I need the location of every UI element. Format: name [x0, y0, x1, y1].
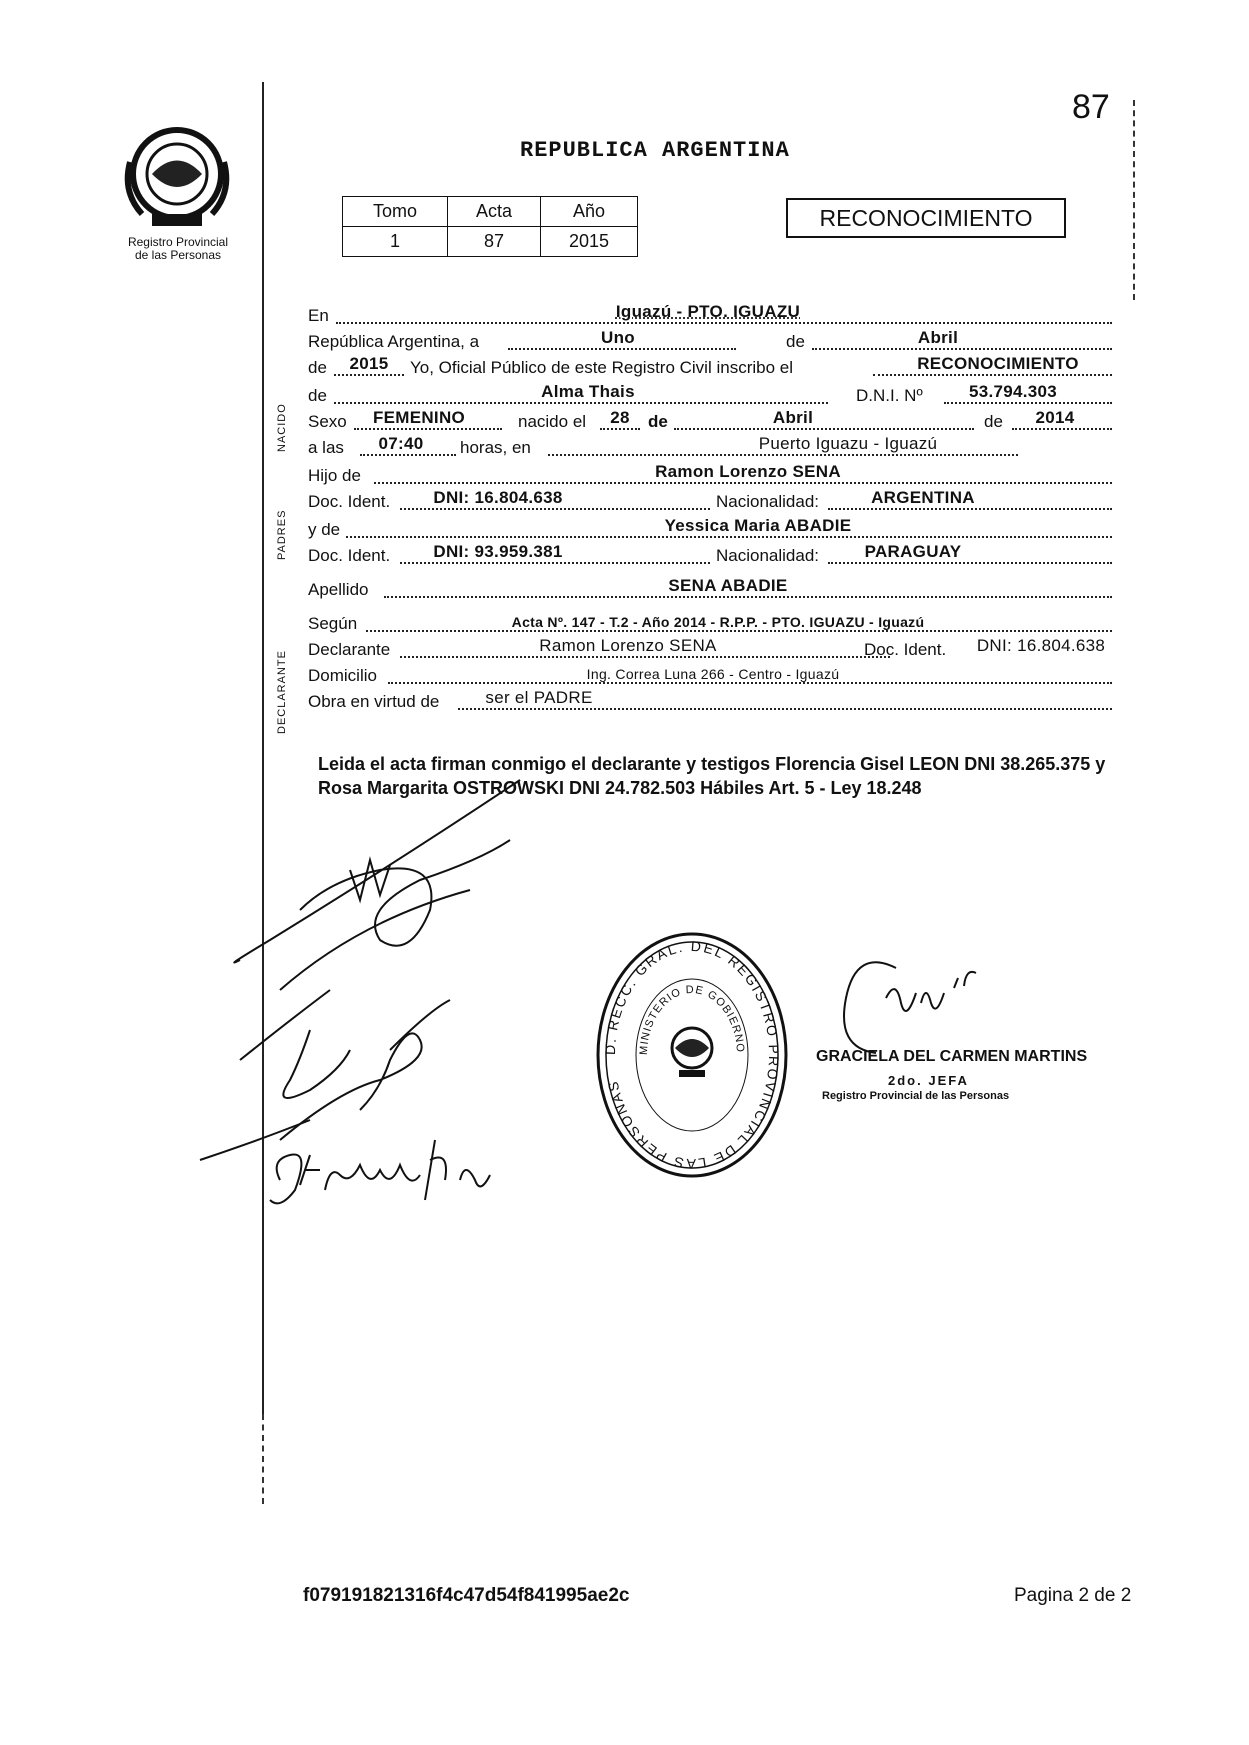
field-row-date — [308, 328, 1112, 352]
side-label-declarante: DECLARANTE — [276, 650, 288, 734]
dotted-line — [944, 402, 1112, 404]
field-row-mother — [308, 516, 1112, 540]
seal-text: D. RECC. GRAL. DEL REGISTRO PROVINCIAL DE LAS PERSONAS — [601, 937, 783, 1173]
signatory-office: Registro Provincial de las Personas — [822, 1090, 1010, 1102]
seal-inner-text: MINISTERIO DE GOBIERNO — [637, 983, 747, 1056]
act-type-box: RECONOCIMIENTO — [786, 198, 1066, 238]
side-label-nacido: NACIDO — [276, 403, 288, 452]
official-signature — [826, 948, 1006, 1058]
label-de-name: de — [308, 386, 327, 405]
dotted-line — [548, 454, 1018, 456]
label-domicilio: Domicilio — [308, 666, 377, 685]
label-republica: República Argentina, a — [308, 332, 480, 351]
value-father-name: Ramon Lorenzo SENA — [655, 462, 841, 481]
page-title: REPUBLICA ARGENTINA — [520, 138, 790, 163]
field-row-en — [308, 302, 1112, 326]
field-row-obra — [308, 688, 1112, 712]
table-cell-ano: 2015 — [541, 227, 638, 257]
field-row-segun — [308, 610, 1112, 634]
table-header-ano: Año — [541, 197, 638, 227]
value-birth-day: 28 — [610, 408, 630, 427]
value-birth-month: Abril — [772, 408, 814, 427]
document-hash: f079191821316f4c47d54f841995ae2c — [303, 1585, 630, 1606]
value-father-nationality: ARGENTINA — [871, 488, 975, 507]
label-en: En — [308, 306, 329, 325]
dotted-line — [600, 428, 640, 430]
value-surname: SENA ABADIE — [668, 576, 788, 595]
value-registration-type: RECONOCIMIENTO — [917, 354, 1079, 373]
dotted-line — [828, 562, 1112, 564]
value-domicilio: Ing. Correa Luna 266 - Centro - Iguazú — [586, 666, 840, 682]
value-birth-place: Puerto Iguazu - Iguazú — [758, 434, 938, 453]
value-child-dni: 53.794.303 — [968, 382, 1058, 401]
label-dni: D.N.I. Nº — [856, 386, 923, 405]
dotted-line — [366, 630, 1112, 632]
table-header-acta: Acta — [448, 197, 541, 227]
dotted-line — [400, 508, 710, 510]
label-declarante: Declarante — [308, 640, 391, 659]
label-declarante-doc: Doc. Ident. — [864, 640, 947, 659]
label-de: de — [786, 332, 805, 351]
value-declarante: Ramon Lorenzo SENA — [539, 636, 717, 655]
field-row-mother-doc — [308, 542, 1112, 566]
label-a-las: a las — [308, 438, 344, 457]
page-number: 87 — [1072, 88, 1110, 126]
value-year: 2015 — [349, 354, 389, 373]
table-header-tomo: Tomo — [343, 197, 448, 227]
provincial-seal-logo — [122, 122, 232, 234]
dotted-line — [458, 708, 1112, 710]
value-locality: Iguazú - PTO. IGUAZU — [615, 302, 801, 321]
label-de-year: de — [308, 358, 327, 377]
label-apellido: Apellido — [308, 580, 369, 599]
label-de-bold: de — [648, 412, 668, 431]
value-mother-doc: DNI: 93.959.381 — [433, 542, 563, 561]
registry-table — [342, 196, 638, 257]
table-cell-acta: 87 — [448, 227, 541, 257]
dotted-line — [400, 656, 890, 658]
value-month: Abril — [917, 328, 959, 347]
value-segun: Acta Nº. 147 - T.2 - Año 2014 - R.P.P. - PTO. IGUAZU - Iguazú — [511, 614, 925, 630]
dotted-line — [508, 348, 736, 350]
value-sex: FEMENINO — [372, 408, 466, 427]
value-declarante-doc: DNI: 16.804.638 — [976, 636, 1106, 655]
field-row-domicilio — [308, 662, 1112, 686]
dotted-line — [1012, 428, 1112, 430]
value-obra: ser el PADRE — [485, 688, 593, 707]
closing-paragraph: Leida el acta firman conmigo el declarante y testigos Florencia Gisel LEON DNI 38.265.375 y Rosa Margarita OSTROWSKI DNI 24.782.503 Hábiles Art. 5 - Ley 18.248 — [318, 754, 1106, 798]
value-child-name: Alma Thais — [541, 382, 635, 401]
dotted-line — [374, 482, 1112, 484]
label-segun: Según — [308, 614, 358, 633]
page-indicator: Pagina 2 de 2 — [1014, 1585, 1132, 1606]
field-row-surname — [308, 576, 1112, 600]
field-row-time — [308, 434, 1112, 458]
label-de-birth-year: de — [984, 412, 1003, 431]
logo-caption — [110, 236, 246, 262]
field-row-father — [308, 462, 1112, 486]
official-seal — [595, 930, 789, 1180]
label-officer: Yo, Oficial Público de este Registro Civil inscribo el — [410, 358, 793, 377]
label-nacido-el: nacido el — [518, 412, 587, 431]
label-hijo-de: Hijo de — [308, 466, 361, 485]
dotted-line — [346, 536, 1112, 538]
dotted-line — [828, 508, 1112, 510]
value-mother-nationality: PARAGUAY — [864, 542, 962, 561]
dotted-line — [360, 454, 456, 456]
label-sexo: Sexo — [308, 412, 347, 431]
table-row — [343, 227, 638, 257]
field-row-father-doc — [308, 488, 1112, 512]
dotted-line — [400, 562, 710, 564]
logo-caption-line1: Registro Provincial — [127, 235, 229, 249]
right-edge-dashes — [1133, 100, 1135, 300]
value-mother-name: Yessica Maria ABADIE — [664, 516, 852, 535]
dotted-line — [354, 428, 502, 430]
label-obra: Obra en virtud de — [308, 692, 440, 711]
dotted-line — [873, 374, 1112, 376]
table-cell-tomo: 1 — [343, 227, 448, 257]
value-birth-year: 2014 — [1035, 408, 1075, 427]
signatory-name: GRACIELA DEL CARMEN MARTINS — [816, 1048, 1088, 1065]
table-header-row — [343, 197, 638, 227]
dotted-line — [384, 596, 1112, 598]
label-y-de: y de — [308, 520, 341, 539]
label-doc-ident: Doc. Ident. — [308, 492, 391, 511]
dotted-line — [388, 682, 1112, 684]
dotted-line — [674, 428, 974, 430]
value-father-doc: DNI: 16.804.638 — [433, 488, 563, 507]
margin-dash-line — [262, 1414, 264, 1504]
field-row-declarante — [308, 636, 1112, 660]
label-nacionalidad: Nacionalidad: — [716, 546, 820, 565]
witness-signatures — [180, 760, 580, 1220]
field-row-name — [308, 382, 1112, 406]
value-birth-hour: 07:40 — [378, 434, 424, 453]
logo-caption-line2: de las Personas — [134, 248, 222, 262]
value-day: Uno — [601, 328, 635, 347]
label-nacionalidad: Nacionalidad: — [716, 492, 820, 511]
signatory-role: 2do. JEFA — [888, 1073, 969, 1088]
field-row-officer — [308, 354, 1112, 378]
dotted-line — [334, 402, 828, 404]
dotted-line — [336, 322, 1112, 324]
side-label-padres: PADRES — [276, 509, 288, 560]
field-row-sex — [308, 408, 1112, 432]
dotted-line — [812, 348, 1112, 350]
label-doc-ident: Doc. Ident. — [308, 546, 391, 565]
label-horas-en: horas, en — [460, 438, 531, 457]
dotted-line — [334, 374, 404, 376]
